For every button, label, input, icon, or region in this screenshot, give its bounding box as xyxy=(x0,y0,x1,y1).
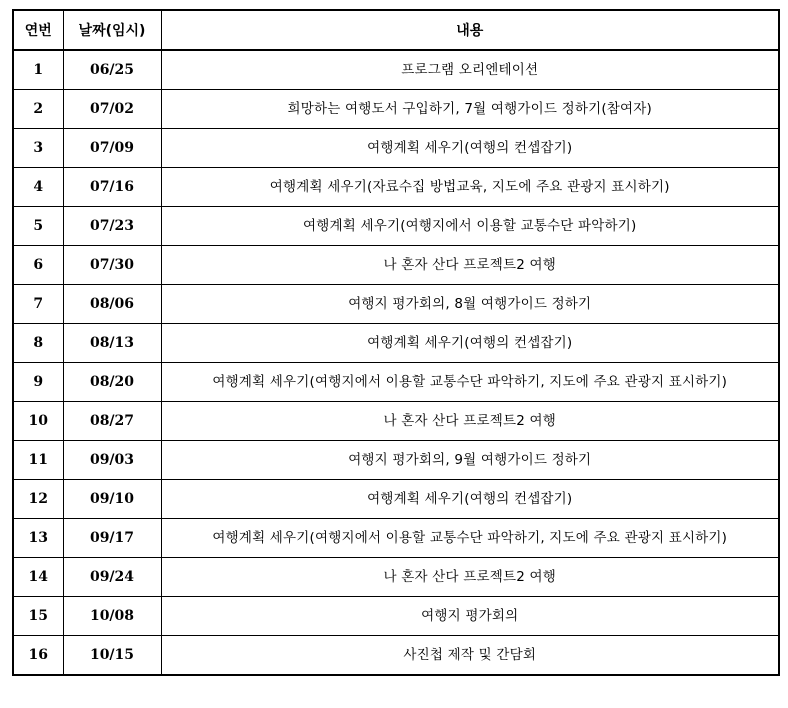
row-content: 여행계획 세우기(여행의 컨셉잡기) xyxy=(161,129,779,168)
row-date: 09/17 xyxy=(63,519,161,558)
row-content: 사진첩 제작 및 간담회 xyxy=(161,636,779,676)
header-content: 내용 xyxy=(161,10,779,50)
row-content: 나 혼자 산다 프로젝트2 여행 xyxy=(161,558,779,597)
row-number: 6 xyxy=(13,246,63,285)
row-number: 12 xyxy=(13,480,63,519)
table-row xyxy=(13,168,779,207)
table-row xyxy=(13,597,779,636)
table-row xyxy=(13,129,779,168)
row-date: 09/24 xyxy=(63,558,161,597)
row-date: 08/13 xyxy=(63,324,161,363)
row-number: 11 xyxy=(13,441,63,480)
row-date: 07/30 xyxy=(63,246,161,285)
row-number: 15 xyxy=(13,597,63,636)
row-date: 08/20 xyxy=(63,363,161,402)
row-date: 09/03 xyxy=(63,441,161,480)
row-content: 여행지 평가회의, 8월 여행가이드 정하기 xyxy=(161,285,779,324)
row-content: 여행계획 세우기(자료수집 방법교육, 지도에 주요 관광지 표시하기) xyxy=(161,168,779,207)
row-date: 07/16 xyxy=(63,168,161,207)
row-number: 7 xyxy=(13,285,63,324)
row-content: 여행지 평가회의, 9월 여행가이드 정하기 xyxy=(161,441,779,480)
table-body xyxy=(13,50,779,675)
table-row xyxy=(13,441,779,480)
row-date: 07/02 xyxy=(63,90,161,129)
row-date: 07/23 xyxy=(63,207,161,246)
row-number: 5 xyxy=(13,207,63,246)
header-no: 연번 xyxy=(13,10,63,50)
table-row xyxy=(13,90,779,129)
row-content: 여행계획 세우기(여행지에서 이용할 교통수단 파악하기, 지도에 주요 관광지 표시하기) xyxy=(161,363,779,402)
row-number: 4 xyxy=(13,168,63,207)
row-number: 14 xyxy=(13,558,63,597)
row-content: 희망하는 여행도서 구입하기, 7월 여행가이드 정하기(참여자) xyxy=(161,90,779,129)
schedule-table xyxy=(12,9,780,676)
row-number: 8 xyxy=(13,324,63,363)
table-row xyxy=(13,207,779,246)
table-row xyxy=(13,636,779,676)
row-content: 나 혼자 산다 프로젝트2 여행 xyxy=(161,246,779,285)
row-date: 08/06 xyxy=(63,285,161,324)
row-content: 프로그램 오리엔테이션 xyxy=(161,50,779,90)
row-number: 16 xyxy=(13,636,63,676)
row-number: 3 xyxy=(13,129,63,168)
table-row xyxy=(13,50,779,90)
row-number: 13 xyxy=(13,519,63,558)
row-date: 10/15 xyxy=(63,636,161,676)
row-date: 08/27 xyxy=(63,402,161,441)
row-date: 09/10 xyxy=(63,480,161,519)
table-row xyxy=(13,363,779,402)
table-row xyxy=(13,519,779,558)
header-row xyxy=(13,10,779,50)
table-row xyxy=(13,558,779,597)
row-number: 10 xyxy=(13,402,63,441)
row-content: 여행계획 세우기(여행의 컨셉잡기) xyxy=(161,480,779,519)
row-number: 9 xyxy=(13,363,63,402)
table-row xyxy=(13,480,779,519)
row-date: 06/25 xyxy=(63,50,161,90)
row-date: 07/09 xyxy=(63,129,161,168)
table-header xyxy=(13,10,779,50)
row-content: 여행계획 세우기(여행지에서 이용할 교통수단 파악하기, 지도에 주요 관광지 표시하기) xyxy=(161,519,779,558)
row-number: 1 xyxy=(13,50,63,90)
table-row xyxy=(13,246,779,285)
row-content: 나 혼자 산다 프로젝트2 여행 xyxy=(161,402,779,441)
table-row xyxy=(13,402,779,441)
row-number: 2 xyxy=(13,90,63,129)
table-row xyxy=(13,324,779,363)
table-row xyxy=(13,285,779,324)
header-date: 날짜(임시) xyxy=(63,10,161,50)
row-date: 10/08 xyxy=(63,597,161,636)
row-content: 여행지 평가회의 xyxy=(161,597,779,636)
row-content: 여행계획 세우기(여행지에서 이용할 교통수단 파악하기) xyxy=(161,207,779,246)
row-content: 여행계획 세우기(여행의 컨셉잡기) xyxy=(161,324,779,363)
